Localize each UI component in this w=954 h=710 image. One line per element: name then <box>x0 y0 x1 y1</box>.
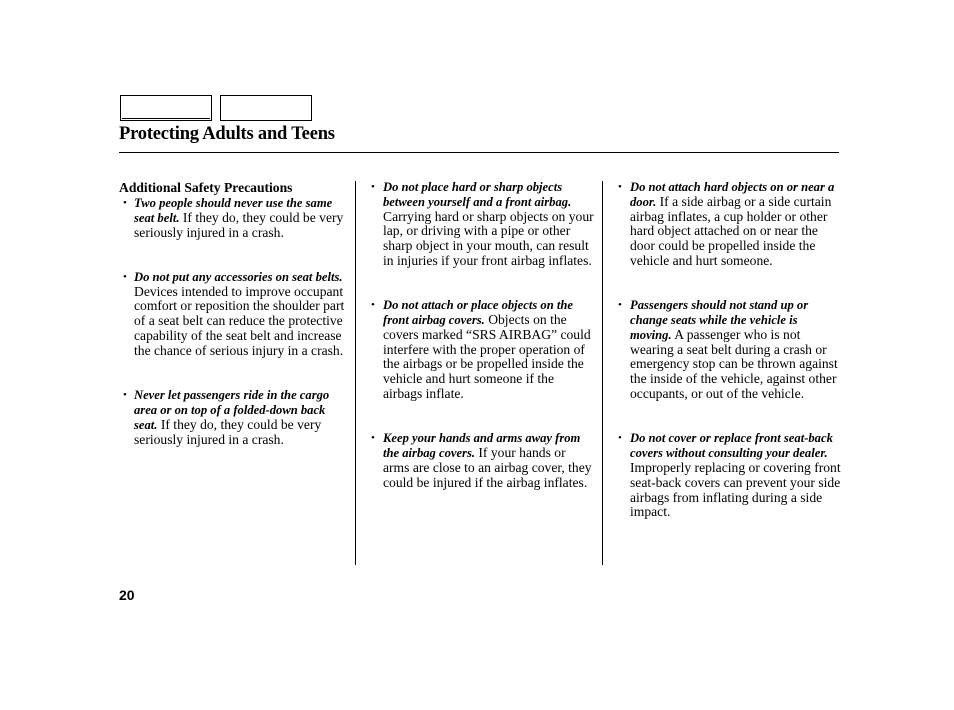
item-lead: Do not put any accessories on seat belts. <box>134 269 343 284</box>
list-item <box>119 196 347 240</box>
item-lead: Two people should never use the same seat belt. <box>134 196 333 225</box>
list-item <box>615 180 841 269</box>
precaution-list <box>368 180 594 491</box>
nav-tab-main-menu[interactable] <box>120 95 212 121</box>
item-body: If they do, they could be very seriously injured in a crash. <box>134 416 322 447</box>
column-divider-2 <box>602 181 603 565</box>
item-lead: Do not attach or place objects on the front airbag covers. <box>383 298 573 328</box>
precaution-list <box>615 180 841 520</box>
item-body: If they do, they could be very seriously injured in a crash. <box>134 209 344 240</box>
item-body: Objects on the covers marked “SRS AIRBAG” could interfere with the proper operation of the airbags or be propelled inside the vehicle and hurt someone if the airbags inflate. <box>383 312 591 402</box>
title-divider <box>119 152 839 153</box>
list-item <box>368 298 594 402</box>
column-divider-1 <box>355 181 356 565</box>
item-body: A passenger who is not wearing a seat belt during a crash or emergency stop can be thrown against the inside of the vehicle, against other occupants, or out of the vehicle. <box>630 326 838 402</box>
list-item <box>615 298 841 402</box>
list-item <box>368 431 594 490</box>
item-body: If your hands or arms are close to an airbag cover, they could be injured if the airbag inflates. <box>383 445 592 490</box>
item-body: Devices intended to improve occupant comfort or reposition the shoulder part of a seat belt can reduce the protective capability of the seat belt and increase the chance of serious injury in a crash. <box>134 283 345 358</box>
page-title: Protecting Adults and Teens <box>119 124 335 144</box>
section-heading: Additional Safety Precautions <box>119 180 293 195</box>
item-body: If a side airbag or a side curtain airbag inflates, a cup holder or other hard object attached on or near the door could be propelled inside the vehicle and hurt someone. <box>630 193 832 268</box>
item-lead: Do not attach hard objects on or near a door. <box>630 180 835 209</box>
column-1 <box>119 180 347 477</box>
item-lead: Never let passengers ride in the cargo area or on top of a folded-down back seat. <box>134 388 330 432</box>
item-lead: Do not place hard or sharp objects between yourself and a front airbag. <box>383 180 572 209</box>
item-lead: Passengers should not stand up or change seats while the vehicle is moving. <box>630 298 809 342</box>
column-3 <box>615 180 841 550</box>
list-item <box>119 270 347 359</box>
item-lead: Do not cover or replace front seat-back covers without consulting your dealer. <box>630 431 833 461</box>
nav-tab-index[interactable] <box>220 95 312 121</box>
list-item <box>615 431 841 520</box>
item-lead: Keep your hands and arms away from the airbag covers. <box>383 431 581 461</box>
column-2 <box>368 180 594 520</box>
item-body: Improperly replacing or covering front seat-back covers can prevent your side airbags from inflating during a side impact. <box>630 459 841 520</box>
list-item <box>119 388 347 447</box>
item-body: Carrying hard or sharp objects on your lap, or driving with a pipe or other sharp object in your mouth, can result in injuries if your front airbag inflates. <box>383 208 594 268</box>
page-number: 20 <box>119 587 135 603</box>
list-item <box>368 180 594 269</box>
precaution-list <box>119 196 347 447</box>
